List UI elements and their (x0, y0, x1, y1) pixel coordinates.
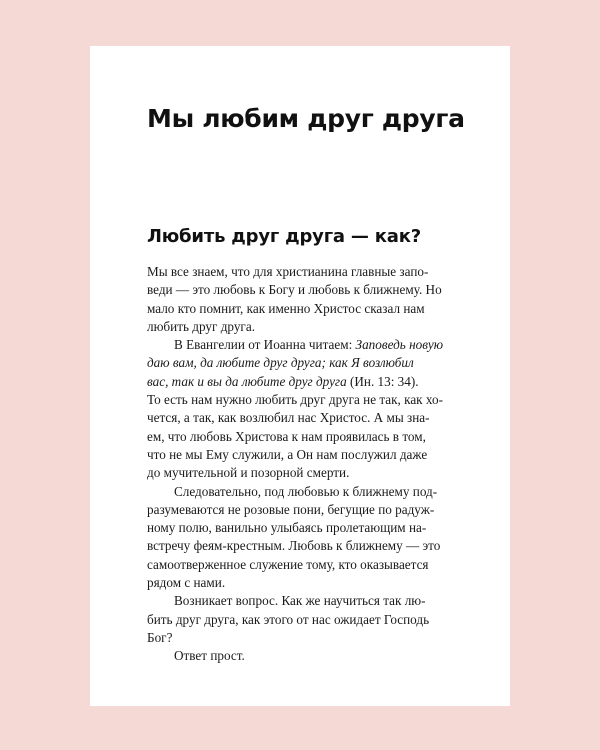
paragraph (147, 263, 457, 336)
text-line: до мучительной и позорной смерти. (147, 465, 350, 481)
text-line: Ответ прост. (174, 648, 245, 664)
text-line: Мы все знаем, что для христианина главные запо- (147, 264, 429, 279)
scripture-quote: даю вам, да любите друг друга; как Я возлюбил (147, 355, 414, 371)
paragraph (147, 647, 457, 665)
text-line: встречу феям-крестным. Любовь к ближнему — это (147, 538, 441, 554)
text-line: бить друг друга, как этого от нас ожидает Господь (147, 611, 430, 627)
paragraph (147, 336, 457, 482)
text-line: Бог? (147, 629, 173, 645)
text-line: Возникает вопрос. Как же научиться так лю- (174, 593, 426, 609)
scripture-quote: вас, так и вы да любите друг друга (147, 373, 347, 389)
text-line: ному полю, ванильно улыбаясь пролетающим на- (147, 520, 427, 536)
text-line: что не мы Ему служили, а Он нам послужил даже (147, 446, 428, 462)
paragraph (147, 592, 457, 647)
chapter-title: Мы любим друг друга (147, 104, 465, 133)
text-line: Следовательно, под любовью к ближнему под- (174, 483, 438, 499)
paragraph (147, 483, 457, 593)
section-title: Любить друг друга — как? (147, 226, 421, 247)
body-text (147, 263, 457, 666)
text-line: любить друг друга. (147, 318, 255, 334)
text-line: То есть нам нужно любить друг друга не так, как хо- (147, 392, 443, 408)
scripture-reference: (Ин. 13: 34). (346, 373, 419, 389)
text-line: разумеваются не розовые пони, бегущие по радуж- (147, 501, 435, 517)
text-line: рядом с нами. (147, 575, 226, 591)
text-line: веди — это любовь к Богу и любовь к ближнему. Но (147, 282, 442, 298)
text-line: мало кто помнит, как именно Христос сказал нам (147, 300, 425, 316)
text-line: ем, что любовь Христова к нам проявилась в том, (147, 428, 426, 444)
text-line: В Евангелии от Иоанна читаем: Заповедь новую (174, 337, 444, 353)
text-line: самоотверженное служение тому, кто оказывается (147, 556, 429, 572)
scripture-quote: Заповедь новую (355, 337, 444, 353)
text-line (147, 373, 457, 391)
text-line: чется, а так, как возлюбил нас Христос. А мы зна- (147, 410, 430, 426)
book-page (90, 46, 510, 706)
